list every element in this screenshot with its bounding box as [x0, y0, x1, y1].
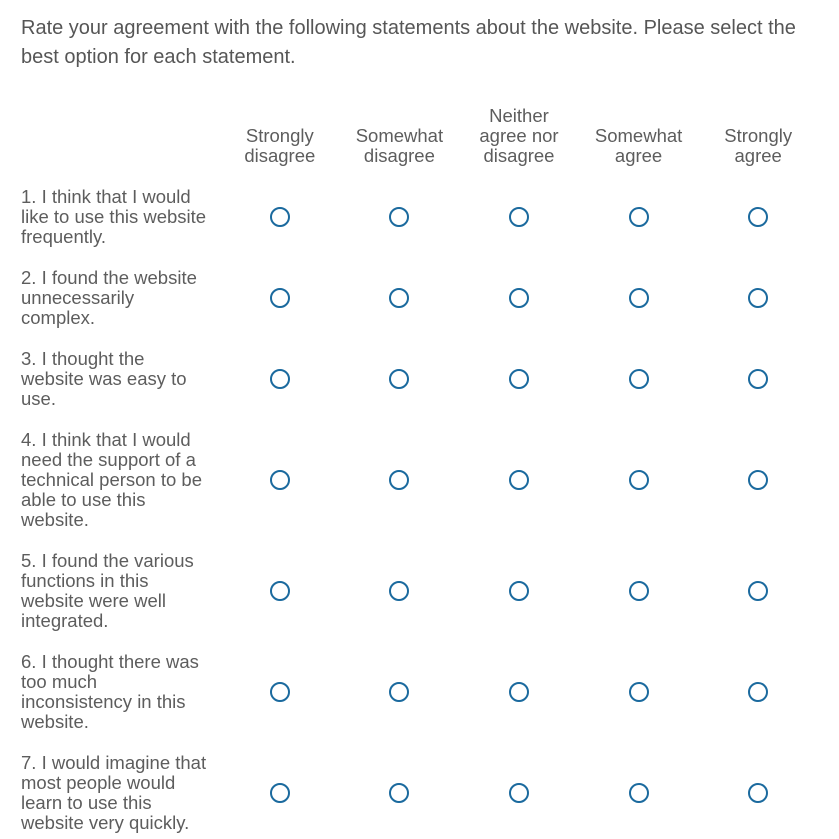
radio-q6-strongly-agree[interactable]	[748, 682, 768, 702]
option-cell	[220, 581, 340, 601]
option-cell	[459, 581, 579, 601]
statement-label: 1. I think that I would like to use this website frequently.	[21, 186, 207, 247]
matrix-rows-container	[21, 187, 818, 833]
radio-q7-neither-agree-nor-disagree[interactable]	[509, 783, 529, 803]
radio-q7-somewhat-agree[interactable]	[629, 783, 649, 803]
header-cell-strongly-agree	[698, 126, 818, 166]
option-cell	[220, 288, 340, 308]
column-header-strongly-agree: Strongly agree	[724, 125, 793, 166]
option-cell	[459, 783, 579, 803]
statement-label: 5. I found the various functions in this website were well integrated.	[21, 550, 194, 631]
column-header-somewhat-disagree: Somewhat disagree	[355, 125, 444, 166]
statement-label: 4. I think that I would need the support of a technical person to be able to use this website.	[21, 429, 203, 530]
option-cell	[698, 682, 818, 702]
radio-q2-somewhat-disagree[interactable]	[389, 288, 409, 308]
option-cell	[579, 682, 699, 702]
option-cell	[698, 783, 818, 803]
radio-q1-somewhat-agree[interactable]	[629, 207, 649, 227]
radio-q5-neither-agree-nor-disagree[interactable]	[509, 581, 529, 601]
option-cell	[459, 207, 579, 227]
option-cell	[220, 470, 340, 490]
option-cell	[698, 207, 818, 227]
radio-q4-strongly-disagree[interactable]	[270, 470, 290, 490]
option-cell	[698, 470, 818, 490]
question-intro-text: Rate your agreement with the following statements about the website. Please select the best option for each statement.	[21, 17, 796, 68]
radio-q1-strongly-agree[interactable]	[748, 207, 768, 227]
radio-q6-somewhat-disagree[interactable]	[389, 682, 409, 702]
radio-q7-strongly-agree[interactable]	[748, 783, 768, 803]
option-cell	[340, 288, 460, 308]
radio-q1-neither-agree-nor-disagree[interactable]	[509, 207, 529, 227]
option-cell	[340, 682, 460, 702]
option-cell	[340, 369, 460, 389]
option-cell	[579, 207, 699, 227]
radio-q6-neither-agree-nor-disagree[interactable]	[509, 682, 529, 702]
radio-q7-strongly-disagree[interactable]	[270, 783, 290, 803]
option-cell	[459, 470, 579, 490]
radio-q3-somewhat-disagree[interactable]	[389, 369, 409, 389]
radio-q2-strongly-disagree[interactable]	[270, 288, 290, 308]
radio-q2-neither-agree-nor-disagree[interactable]	[509, 288, 529, 308]
option-cell	[340, 783, 460, 803]
column-header-neither-agree-nor-disagree: Neither agree nor disagree	[479, 105, 559, 166]
radio-q4-neither-agree-nor-disagree[interactable]	[509, 470, 529, 490]
header-cell-somewhat-disagree	[340, 126, 460, 166]
matrix-row	[21, 551, 818, 631]
statement-label: 6. I thought there was too much inconsistency in this website.	[21, 651, 199, 732]
radio-q5-strongly-agree[interactable]	[748, 581, 768, 601]
option-cell	[579, 581, 699, 601]
option-cell	[220, 369, 340, 389]
matrix-row	[21, 430, 818, 530]
statement-label: 2. I found the website unnecessarily complex.	[21, 267, 197, 328]
radio-q4-strongly-agree[interactable]	[748, 470, 768, 490]
radio-q3-strongly-disagree[interactable]	[270, 369, 290, 389]
radio-q1-somewhat-disagree[interactable]	[389, 207, 409, 227]
radio-q4-somewhat-agree[interactable]	[629, 470, 649, 490]
radio-q2-strongly-agree[interactable]	[748, 288, 768, 308]
option-cell	[220, 207, 340, 227]
matrix-header-row	[21, 106, 818, 166]
radio-q6-strongly-disagree[interactable]	[270, 682, 290, 702]
radio-q3-neither-agree-nor-disagree[interactable]	[509, 369, 529, 389]
column-header-strongly-disagree: Strongly disagree	[244, 125, 316, 166]
radio-q7-somewhat-disagree[interactable]	[389, 783, 409, 803]
column-header-somewhat-agree: Somewhat agree	[594, 125, 683, 166]
option-cell	[340, 207, 460, 227]
option-cell	[698, 581, 818, 601]
option-cell	[459, 288, 579, 308]
option-cell	[579, 470, 699, 490]
radio-q5-somewhat-disagree[interactable]	[389, 581, 409, 601]
matrix-row	[21, 268, 818, 328]
statement-label: 7. I would imagine that most people would learn to use this website very quickly.	[21, 752, 207, 833]
radio-q5-strongly-disagree[interactable]	[270, 581, 290, 601]
option-cell	[340, 581, 460, 601]
matrix-row	[21, 652, 818, 732]
option-cell	[698, 369, 818, 389]
matrix-row	[21, 349, 818, 409]
option-cell	[579, 288, 699, 308]
header-cell-strongly-disagree	[220, 126, 340, 166]
option-cell	[579, 783, 699, 803]
radio-q6-somewhat-agree[interactable]	[629, 682, 649, 702]
option-cell	[220, 682, 340, 702]
option-cell	[698, 288, 818, 308]
radio-q1-strongly-disagree[interactable]	[270, 207, 290, 227]
option-cell	[459, 682, 579, 702]
option-cell	[340, 470, 460, 490]
likert-matrix-table	[21, 106, 818, 833]
radio-q2-somewhat-agree[interactable]	[629, 288, 649, 308]
matrix-row	[21, 187, 818, 247]
matrix-row	[21, 753, 818, 833]
option-cell	[459, 369, 579, 389]
radio-q3-somewhat-agree[interactable]	[629, 369, 649, 389]
statement-label: 3. I thought the website was easy to use.	[21, 348, 187, 409]
radio-q3-strongly-agree[interactable]	[748, 369, 768, 389]
radio-q4-somewhat-disagree[interactable]	[389, 470, 409, 490]
option-cell	[220, 783, 340, 803]
header-cell-neither-agree-nor-disagree	[459, 106, 579, 166]
option-cell	[579, 369, 699, 389]
header-cell-somewhat-agree	[579, 126, 699, 166]
radio-q5-somewhat-agree[interactable]	[629, 581, 649, 601]
